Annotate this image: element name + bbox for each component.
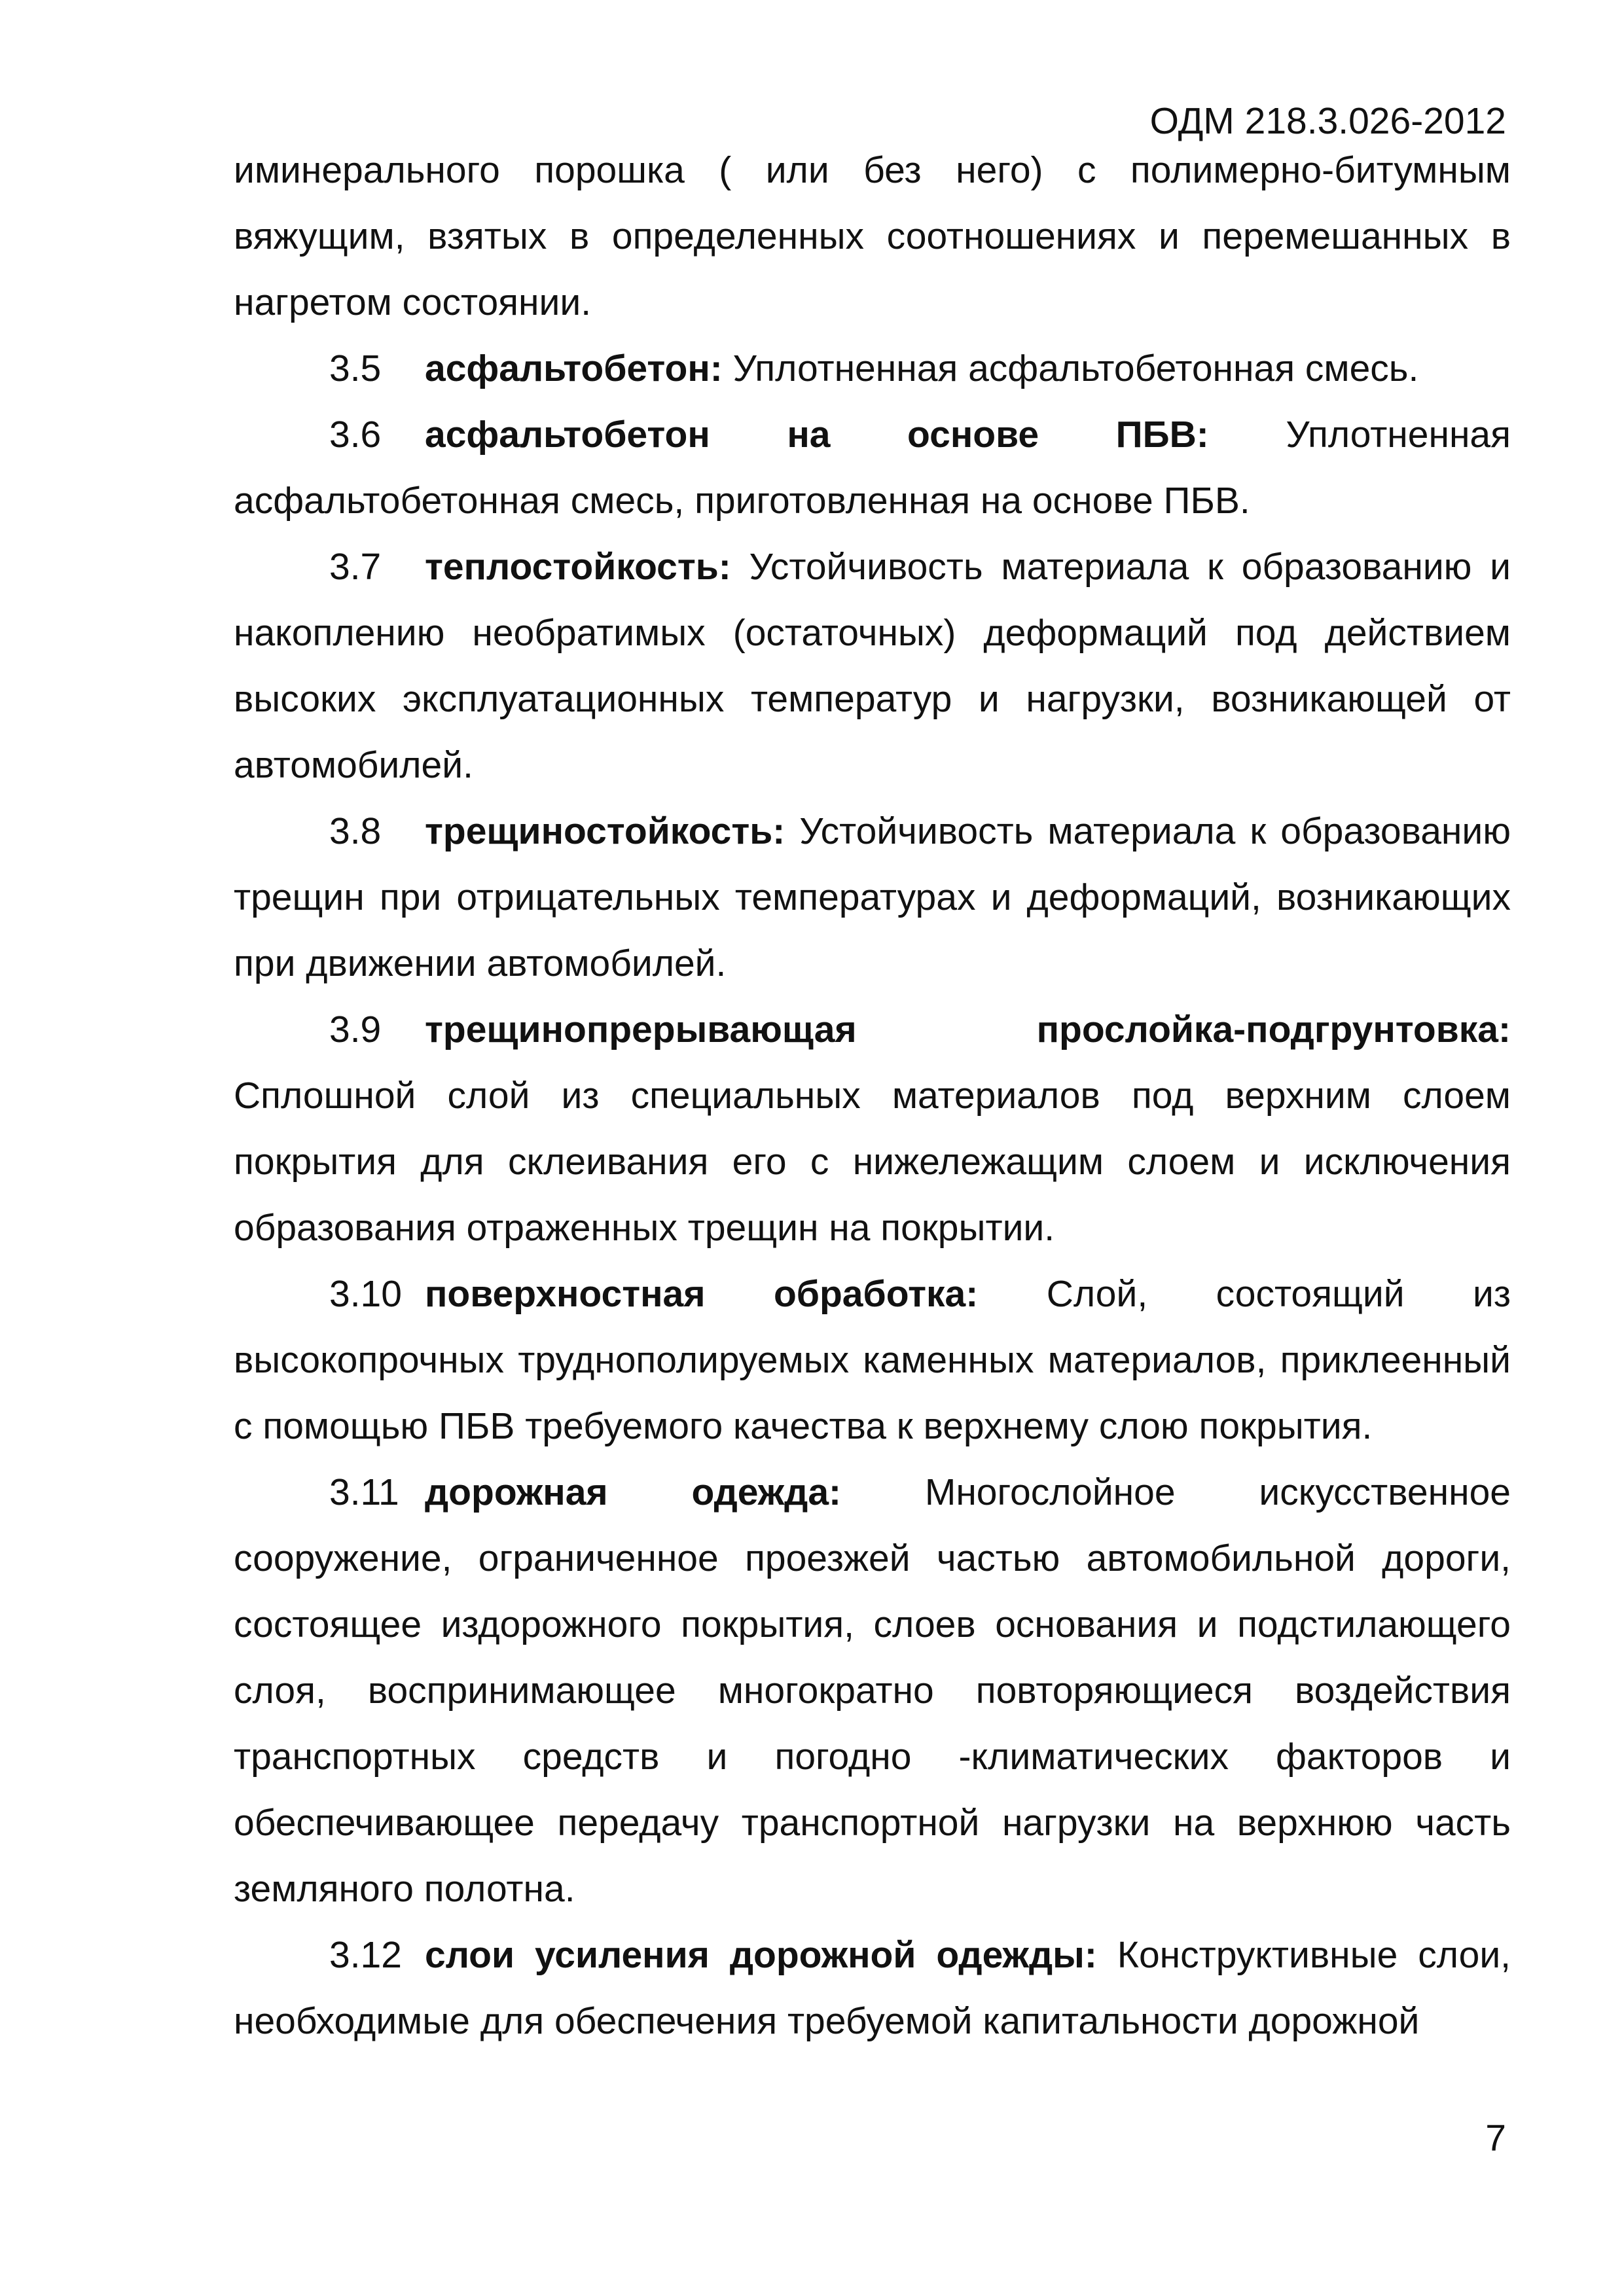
definition-3-7	[234, 534, 1511, 798]
definition-3-6	[234, 402, 1511, 534]
definition-text: Уплотненная асфальтобетонная смесь.	[732, 348, 1419, 389]
definition-3-9	[234, 997, 1511, 1261]
clause-number: 3.12	[329, 1934, 402, 1976]
defined-term: дорожная одежда:	[425, 1471, 841, 1513]
defined-term: теплостойкость:	[425, 546, 731, 588]
definition-text: Устойчивость материала к образованию трещин при отрицательных температурах и деформаций, возникающих при движении автомобилей.	[234, 810, 1511, 984]
definition-3-12	[234, 1922, 1511, 2054]
definition-3-5	[234, 336, 1511, 402]
defined-term: поверхностная обработка:	[425, 1273, 979, 1315]
defined-term: трещинопрерывающая прослойка-подгрунтовка:	[425, 1009, 1511, 1050]
clause-number: 3.8	[329, 810, 382, 852]
clause-number: 3.7	[329, 546, 382, 588]
definition-text: Конструктивные слои, необходимые для обеспечения требуемой капитальности дорожной	[234, 1934, 1511, 2042]
clause-number: 3.11	[329, 1471, 399, 1513]
definition-3-8	[234, 798, 1511, 997]
paragraph-text: иминерального порошка ( или без него) с полимерно-битумным вяжущим, взятых в определенных соотношениях и перемешанных в нагретом состоянии.	[234, 149, 1511, 323]
clause-number: 3.9	[329, 1009, 382, 1050]
definition-text: Многослойное искусственное сооружение, ограниченное проезжей частью автомобильной дороги, состоящее издорожного покрытия, слоев основания и подстилающего слоя, воспринимающее многократно повторяющиеся воздействия транспортных средств и погодно -климатических факторов и обеспечивающее передачу транспортной нагрузки на верхнюю часть земляного полотна.	[234, 1471, 1511, 1910]
defined-term: асфальтобетон:	[425, 348, 723, 389]
document-body	[234, 137, 1511, 2054]
definition-text: Устойчивость материала к образованию и накоплению необратимых (остаточных) деформаций под действием высоких эксплуатационных температур и нагрузки, возникающей от автомобилей.	[234, 546, 1511, 786]
definition-3-11	[234, 1460, 1511, 1922]
definition-text: Слой, состоящий из высокопрочных труднополируемых каменных материалов, приклеенный с помощью ПБВ требуемого качества к верхнему слою покрытия.	[234, 1273, 1511, 1447]
clause-number: 3.5	[329, 348, 382, 389]
definition-text: Уплотненная асфальтобетонная смесь, приготовленная на основе ПБВ.	[234, 414, 1511, 522]
defined-term: асфальтобетон на основе ПБВ:	[425, 414, 1209, 456]
definition-text: Сплошной слой из специальных материалов под верхним слоем покрытия для склеивания его с нижележащим слоем и исключения образования отраженных трещин на покрытии.	[234, 1075, 1511, 1249]
document-code-header: ОДМ 218.3.026-2012	[1149, 100, 1506, 142]
defined-term: слои усиления дорожной одежды:	[425, 1934, 1097, 1976]
clause-number: 3.6	[329, 414, 382, 456]
definition-3-10	[234, 1261, 1511, 1460]
defined-term: трещиностойкость:	[425, 810, 785, 852]
paragraph-continuation	[234, 137, 1511, 336]
page-number: 7	[1485, 2117, 1506, 2159]
clause-number: 3.10	[329, 1273, 402, 1315]
